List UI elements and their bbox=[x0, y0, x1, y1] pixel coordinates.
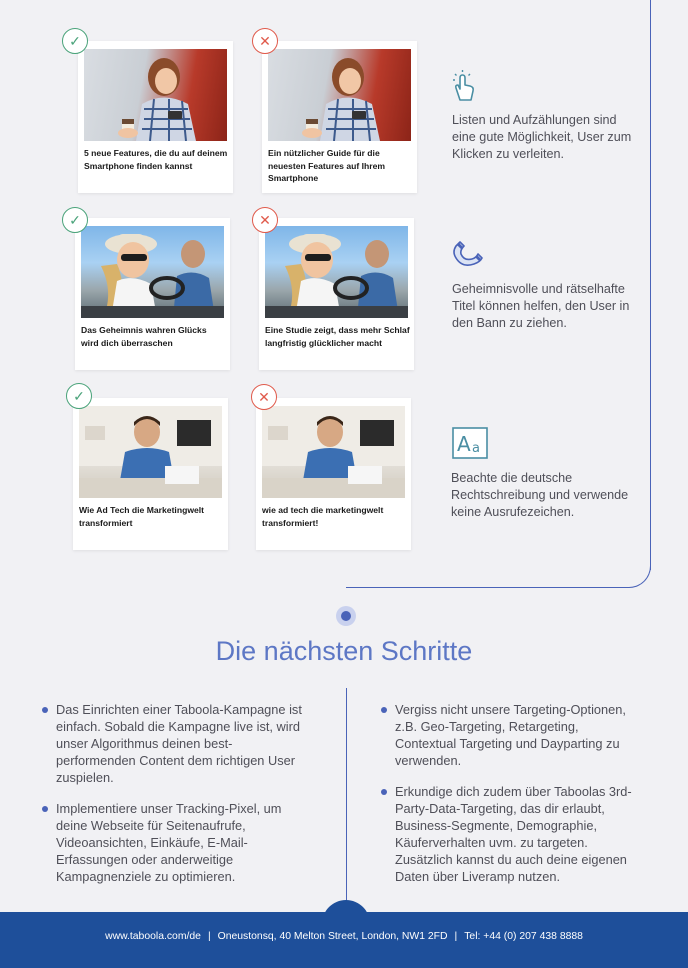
footer-phone: Tel: +44 (0) 207 438 8888 bbox=[464, 931, 583, 942]
tip-lists bbox=[452, 112, 642, 163]
svg-text:a: a bbox=[472, 441, 480, 456]
tip-spelling bbox=[451, 470, 641, 521]
footer-address: Oneustonsq, 40 Melton Street, London, NW1 2FD bbox=[217, 931, 448, 942]
card-caption: Ein nützlicher Guide für die neuesten Features auf Ihrem Smartphone bbox=[268, 148, 386, 183]
cross-icon: ✕ bbox=[252, 28, 278, 54]
convertible-couple-photo bbox=[265, 226, 408, 318]
card-caption: Das Geheimnis wahren Glücks wird dich überraschen bbox=[81, 325, 207, 348]
tip-mystery bbox=[452, 281, 642, 332]
footer-contact bbox=[0, 931, 688, 942]
card-caption: 5 neue Features, die du auf deinem Smartphone finden kannst bbox=[84, 148, 228, 171]
typography-icon bbox=[452, 427, 488, 464]
list-item: Erkundige dich zudem über Taboolas 3rd-Party-Data-Targeting, das dir erlaubt, Business-Segmente, Demographie, Käuferverhalten uvm. zu targeten. Zusätzlich kannst du auch deine eigenen Daten über Liveramp nutzen. bbox=[381, 783, 643, 885]
headline-card-bad bbox=[259, 218, 414, 370]
connector-curve bbox=[346, 548, 651, 588]
smartphone-woman-photo bbox=[84, 49, 227, 141]
list-item: Das Einrichten einer Taboola-Kampagne ist einfach. Sobald die Kampagne live ist, wird unser Algorithmus deinen best-performenden Content dem richtigen User zuspielen. bbox=[42, 701, 302, 786]
footer-separator: | bbox=[207, 931, 211, 942]
smartphone-woman-photo bbox=[268, 49, 411, 141]
check-icon: ✓ bbox=[66, 383, 92, 409]
next-steps-left-list bbox=[42, 701, 302, 899]
connector-node bbox=[336, 606, 356, 626]
magnet-icon bbox=[452, 236, 486, 275]
connector-line bbox=[650, 0, 651, 570]
tip-text: Beachte die deutsche Rechtschreibung und verwende keine Ausrufezeichen. bbox=[451, 471, 629, 519]
tip-text: Geheimnisvolle und rätselhafte Titel können helfen, den User in den Bann zu ziehen. bbox=[452, 282, 630, 330]
office-man-photo bbox=[79, 406, 222, 498]
click-hand-icon bbox=[450, 70, 478, 107]
footer-separator: | bbox=[454, 931, 458, 942]
tip-text: Listen und Aufzählungen sind eine gute Möglichkeit, User zum Klicken zu verleiten. bbox=[452, 113, 632, 161]
cross-icon: ✕ bbox=[252, 207, 278, 233]
headline-card-bad bbox=[256, 398, 411, 550]
card-caption: wie ad tech die marketingwelt transformiert! bbox=[262, 505, 384, 528]
list-item: Implementiere unser Tracking-Pixel, um deine Webseite für Seitenaufrufe, Videoansichten, Einkäufe, E-Mail-Erfassungen oder anderweitige Kampagnenziele zu optimieren. bbox=[42, 800, 302, 885]
bullet-dot bbox=[42, 707, 48, 713]
list-item: Vergiss nicht unsere Targeting-Optionen, z.B. Geo-Targeting, Retargeting, Contextual Targeting und Dayparting zu verwenden. bbox=[381, 701, 643, 769]
bullet-dot bbox=[381, 707, 387, 713]
bullet-dot bbox=[381, 789, 387, 795]
card-caption: Wie Ad Tech die Marketingwelt transformiert bbox=[79, 505, 205, 528]
office-man-photo bbox=[262, 406, 405, 498]
card-caption: Eine Studie zeigt, dass mehr Schlaf langfristig glücklicher macht bbox=[265, 325, 410, 348]
check-icon: ✓ bbox=[62, 207, 88, 233]
headline-card-good bbox=[78, 41, 233, 193]
column-divider bbox=[346, 688, 347, 906]
headline-card-bad bbox=[262, 41, 417, 193]
headline-card-good bbox=[75, 218, 230, 370]
footer-url[interactable]: www.taboola.com/de bbox=[105, 931, 201, 942]
cross-icon: ✕ bbox=[251, 384, 277, 410]
check-icon: ✓ bbox=[62, 28, 88, 54]
next-steps-right-list bbox=[381, 701, 643, 899]
bullet-dot bbox=[42, 806, 48, 812]
convertible-couple-photo bbox=[81, 226, 224, 318]
svg-text:A: A bbox=[457, 432, 471, 456]
headline-card-good bbox=[73, 398, 228, 550]
section-title: Die nächsten Schritte bbox=[215, 636, 473, 666]
